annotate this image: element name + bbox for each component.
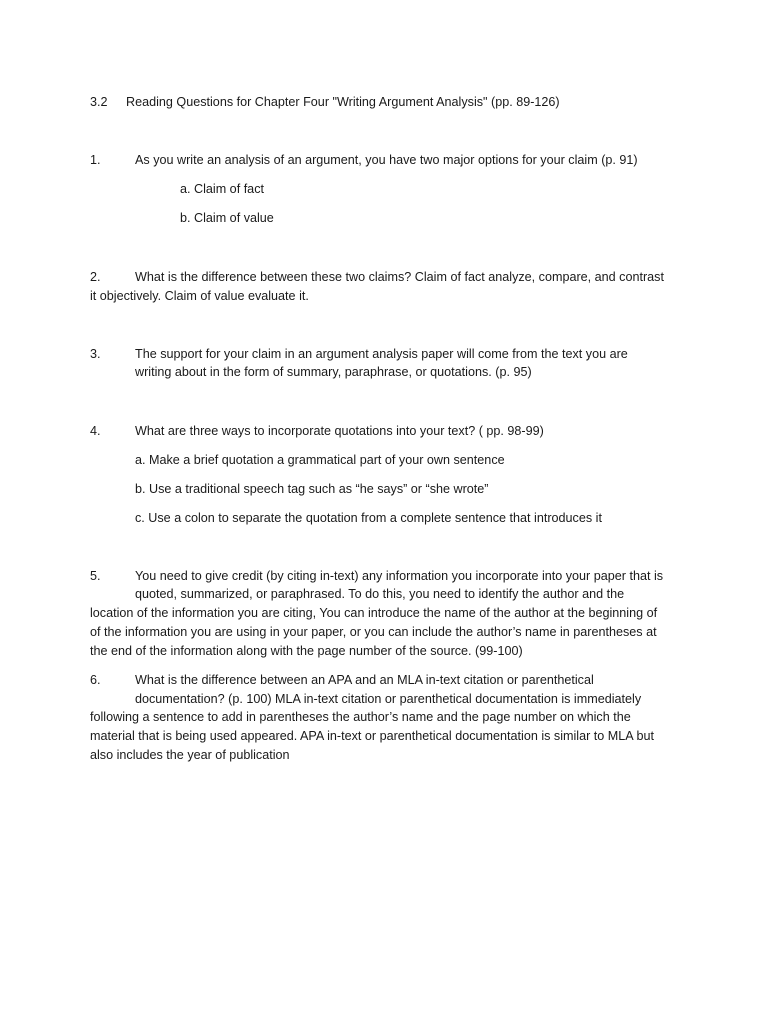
question-text: As you write an analysis of an argument, you have two major options for your claim (p. 91)	[135, 153, 638, 167]
question-number: 5.	[90, 569, 101, 583]
question-text: quoted, summarized, or paraphrased. To do this, you need to identify the author and the	[135, 587, 625, 601]
answer-option: a. Make a brief quotation a grammatical part of your own sentence	[135, 453, 505, 467]
question-text: What is the difference between an APA and an MLA in-text citation or parenthetical	[135, 673, 594, 687]
question-number: 2.	[90, 270, 101, 284]
question-text: it objectively. Claim of value evaluate it.	[90, 289, 309, 303]
question-number: 1.	[90, 153, 101, 167]
question-text: also includes the year of publication	[90, 748, 290, 762]
section-number: 3.2	[90, 95, 108, 109]
question-text: What is the difference between these two claims? Claim of fact analyze, compare, and contrast	[135, 270, 664, 284]
answer-option: b. Claim of value	[180, 211, 274, 225]
question-text: the end of the information along with the page number of the source. (99-100)	[90, 644, 523, 658]
question-number: 6.	[90, 673, 101, 687]
question-text: What are three ways to incorporate quotations into your text? ( pp. 98-99)	[135, 424, 544, 438]
question-text: writing about in the form of summary, paraphrase, or quotations. (p. 95)	[135, 365, 532, 379]
question-text: following a sentence to add in parentheses the author’s name and the page number on which the	[90, 710, 631, 724]
answer-option: c. Use a colon to separate the quotation from a complete sentence that introduces it	[135, 511, 602, 525]
answer-option: b. Use a traditional speech tag such as “he says” or “she wrote”	[135, 482, 489, 496]
question-number: 3.	[90, 347, 101, 361]
question-text: You need to give credit (by citing in-text) any information you incorporate into your paper that is	[135, 569, 664, 583]
section-title: Reading Questions for Chapter Four "Writing Argument Analysis" (pp. 89-126)	[126, 95, 560, 109]
question-text: documentation? (p. 100) MLA in-text citation or parenthetical documentation is immediately	[135, 692, 642, 706]
question-text: of the information you are using in your paper, or you can include the author’s name in parentheses at	[90, 625, 657, 639]
question-text: material that is being used appeared. APA in-text or parenthetical documentation is similar to MLA but	[90, 729, 654, 743]
answer-option: a. Claim of fact	[180, 182, 264, 196]
question-text: location of the information you are citing, You can introduce the name of the author at the beginning of	[90, 606, 658, 620]
question-number: 4.	[90, 424, 101, 438]
question-text: The support for your claim in an argument analysis paper will come from the text you are	[135, 347, 628, 361]
